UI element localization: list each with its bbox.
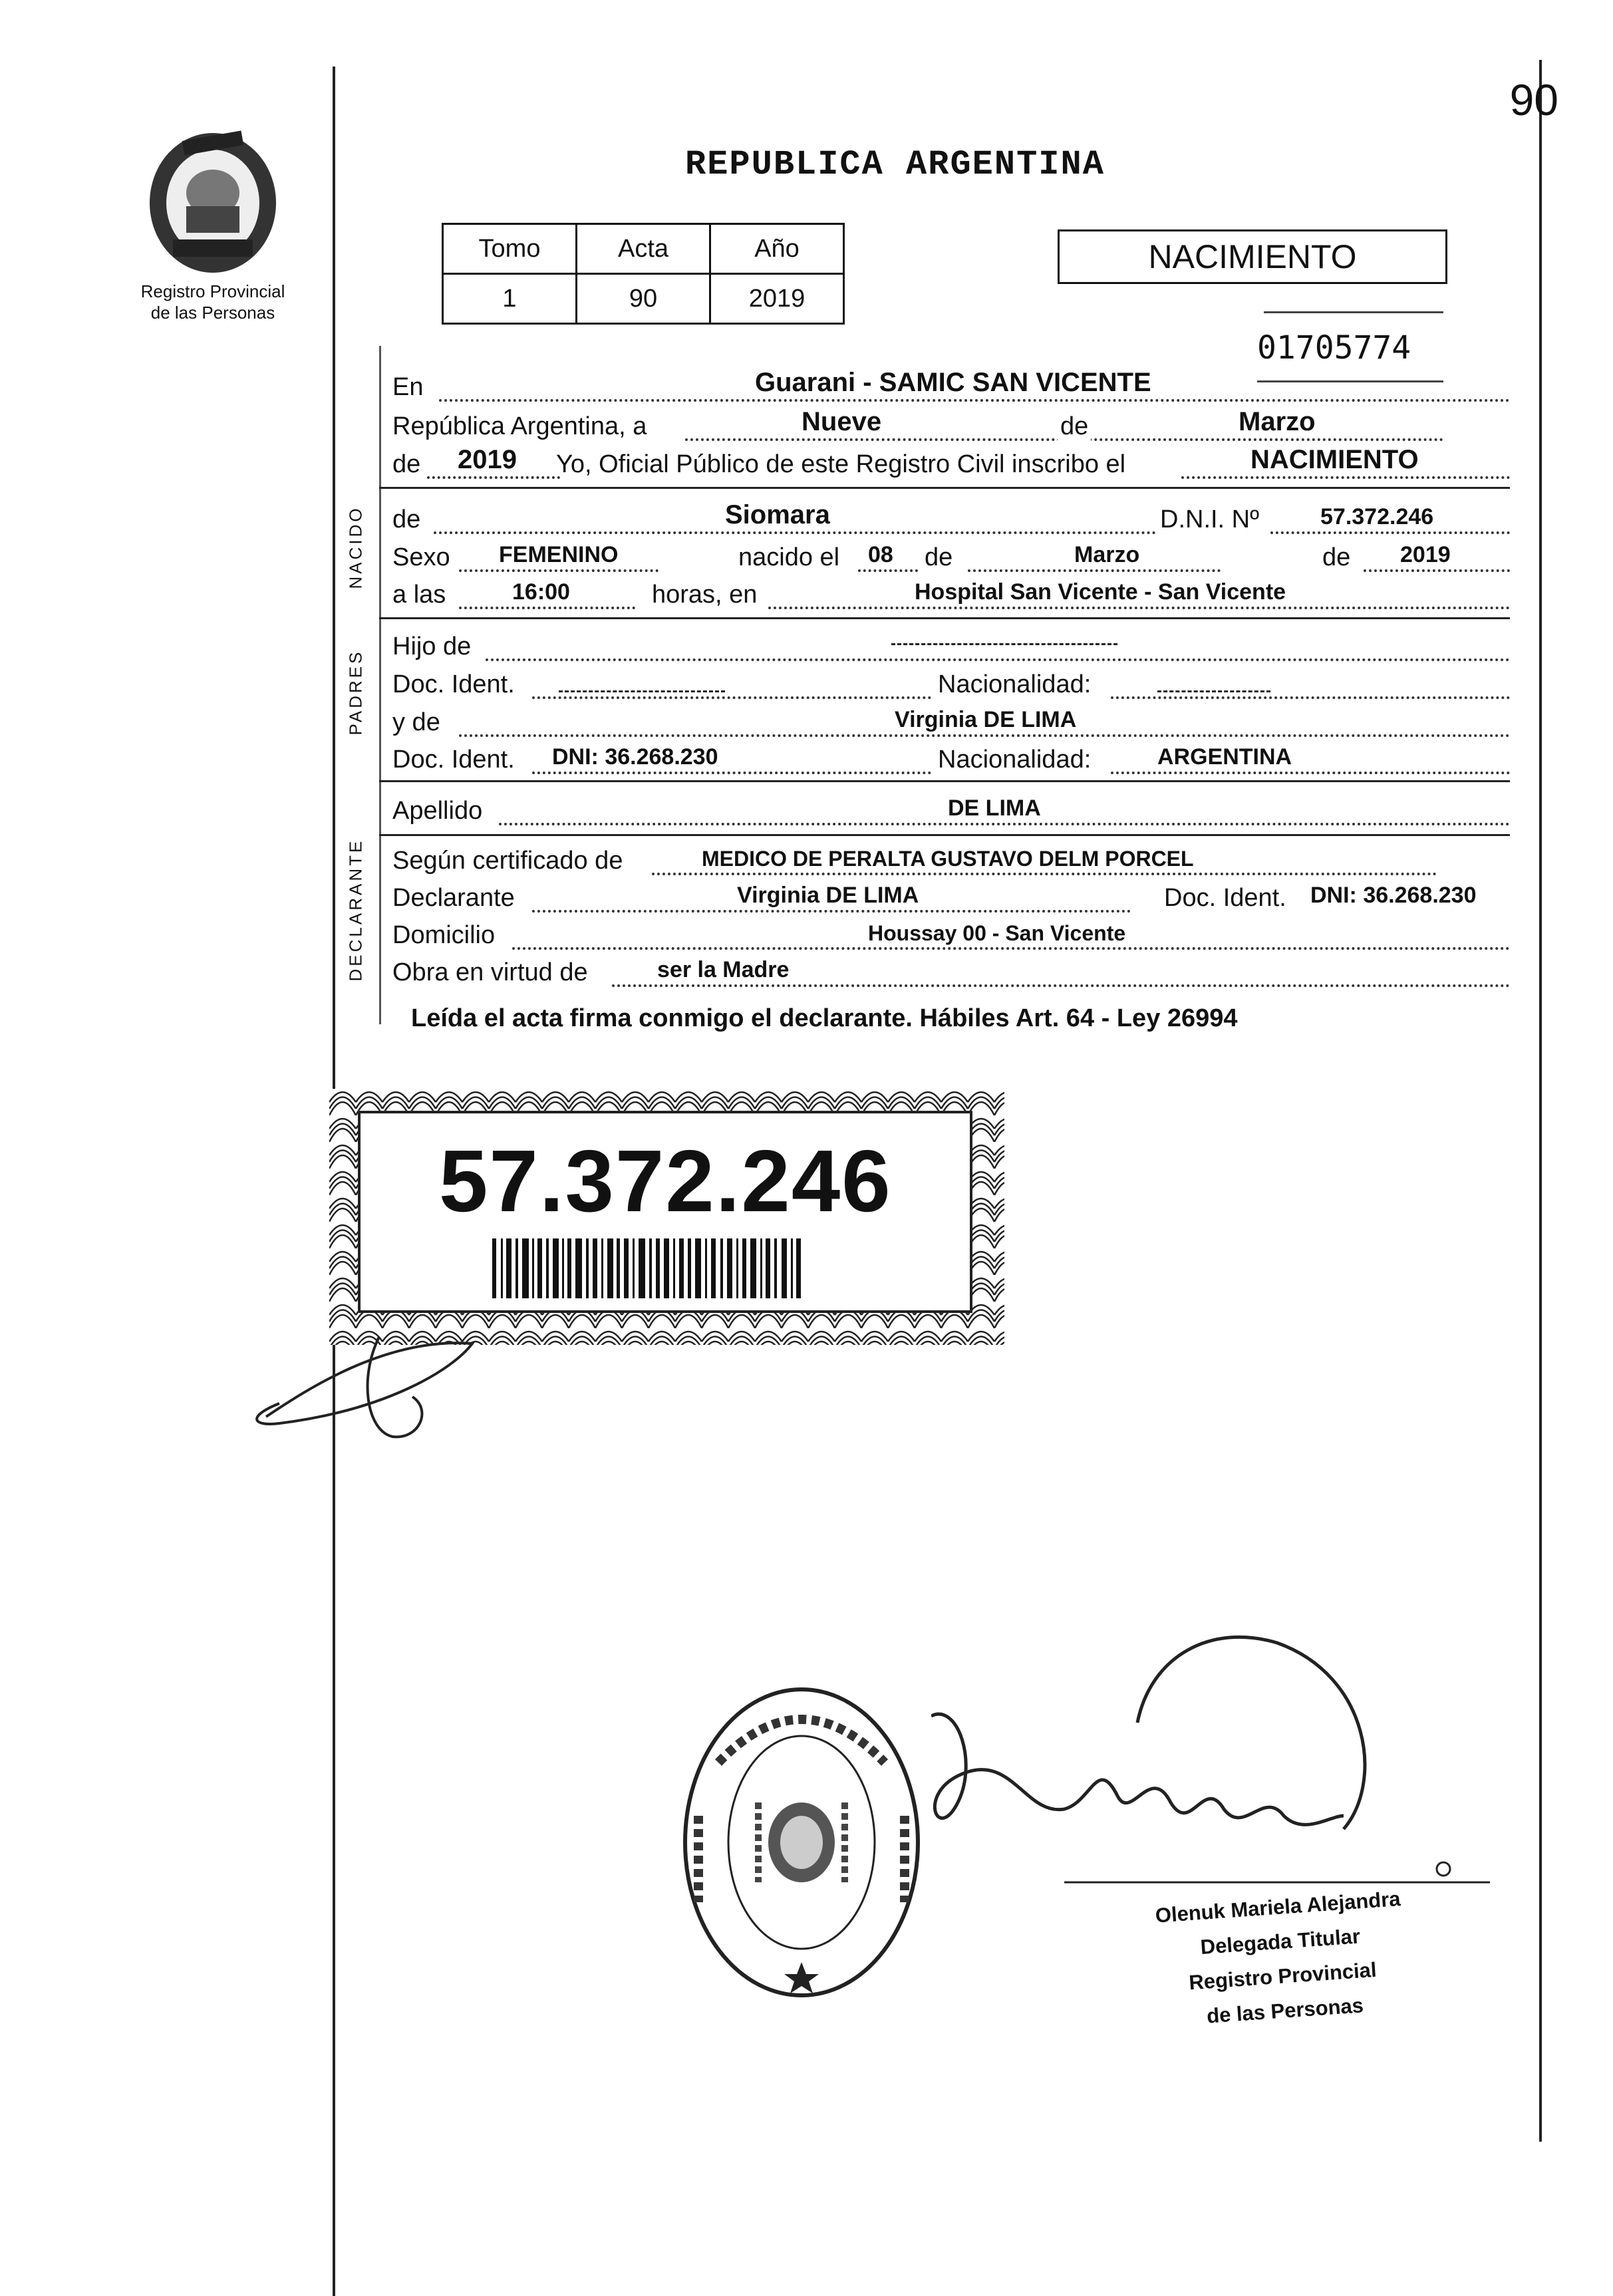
inscribo-dotted-line xyxy=(1181,476,1510,479)
father-doc-label: Doc. Ident. xyxy=(392,670,515,698)
value-anio: 2019 xyxy=(710,274,844,324)
value-acta: 90 xyxy=(577,274,710,324)
father-doc-dotted-line xyxy=(532,696,931,699)
father-nationality-label: Nacionalidad: xyxy=(938,670,1092,698)
nacido-de-dotted-line xyxy=(434,531,1199,534)
header-acta: Acta xyxy=(577,224,710,274)
row-sexo xyxy=(392,540,1510,576)
mother-doc-label: Doc. Ident. xyxy=(392,746,515,774)
closing-statement: Leída el acta firma conmigo el declarante. Hábiles Art. 64 - Ley 26994 xyxy=(411,1004,1238,1032)
domicilio-dotted-line xyxy=(512,947,1510,950)
row-mother-doc xyxy=(392,742,1510,778)
row-apellido xyxy=(392,793,1510,829)
row-certificado xyxy=(392,843,1510,879)
mother-nationality-label: Nacionalidad: xyxy=(938,746,1092,774)
header-anio: Año xyxy=(710,224,844,274)
header-tomo: Tomo xyxy=(443,224,577,274)
hijo-de-dotted-line xyxy=(486,658,1510,661)
row-republica xyxy=(392,409,1510,445)
registry-seal-logo xyxy=(136,126,289,279)
declarante-value: Virginia DE LIMA xyxy=(737,883,919,908)
obra-dotted-line xyxy=(612,984,1510,987)
sexo-value: FEMENINO xyxy=(499,542,619,567)
row-hijo-de xyxy=(392,629,1510,665)
row-hora xyxy=(392,577,1510,613)
official-name: Olenuk Mariela Alejandra xyxy=(1154,1886,1401,1928)
horas-label: horas, en xyxy=(652,581,758,609)
nacido-de-label: de xyxy=(392,505,421,533)
serial-overline xyxy=(1264,311,1443,313)
mother-doc-dotted-line xyxy=(532,772,931,774)
right-margin-line xyxy=(1539,60,1542,2142)
father-nationality-blank xyxy=(1157,690,1270,692)
y-de-dotted-line xyxy=(459,734,1510,737)
inscribo-label: Yo, Oficial Público de este Registro Civil inscribo el xyxy=(556,450,1126,478)
month-value: Marzo xyxy=(1239,407,1316,436)
inscribo-value: NACIMIENTO xyxy=(1250,445,1419,474)
reference-table-value-row xyxy=(443,274,844,324)
obra-value: ser la Madre xyxy=(657,957,790,982)
year-dotted-line xyxy=(427,476,560,479)
document-type-box: NACIMIENTO xyxy=(1058,229,1447,284)
en-value: Guarani - SAMIC SAN VICENTE xyxy=(755,368,1151,397)
declarante-dotted-line xyxy=(532,910,1131,913)
hijo-de-label: Hijo de xyxy=(392,633,472,660)
birth-year-dotted-line xyxy=(1364,569,1510,572)
birth-month-value: Marzo xyxy=(1074,542,1140,567)
nacido-de-label3: de xyxy=(1322,543,1351,571)
declarante-label: Declarante xyxy=(392,884,515,912)
certificado-value: MEDICO DE PERALTA GUSTAVO DELM PORCEL xyxy=(702,847,1194,871)
en-label: En xyxy=(392,373,424,401)
official-org-line1: Registro Provincial xyxy=(1188,1957,1378,1995)
republica-label: República Argentina, a xyxy=(392,412,647,440)
reference-table-header-row xyxy=(443,224,844,274)
official-block xyxy=(1104,1878,1459,2041)
serial-number: 01705774 xyxy=(1257,329,1411,366)
declarante-doc-label: Doc. Ident. xyxy=(1164,884,1286,912)
row-en xyxy=(392,370,1510,406)
declarante-doc-value: DNI: 36.268.230 xyxy=(1310,883,1477,908)
birth-month-dotted-line xyxy=(968,569,1221,572)
domicilio-label: Domicilio xyxy=(392,921,496,949)
rule-after-nacido xyxy=(379,617,1510,619)
year-label: de xyxy=(392,450,421,478)
nacido-section-label: NACIDO xyxy=(345,505,366,589)
time-dotted-line xyxy=(459,607,635,609)
rule-after-apellido xyxy=(379,834,1510,836)
father-doc-blank xyxy=(559,690,725,692)
official-org-line2: de las Personas xyxy=(1206,1993,1364,2028)
obra-label: Obra en virtud de xyxy=(392,958,588,986)
padres-section-label: PADRES xyxy=(345,649,366,736)
country-title: REPUBLICA ARGENTINA xyxy=(685,145,1105,184)
birth-day-value: 08 xyxy=(868,542,893,567)
en-dotted-line xyxy=(439,399,1510,402)
apellido-value: DE LIMA xyxy=(948,795,1041,821)
sexo-dotted-line xyxy=(459,569,659,572)
birth-day-dotted-line xyxy=(858,569,918,572)
registry-label xyxy=(93,281,333,323)
section-divider-line xyxy=(379,346,381,1024)
row-y-de xyxy=(392,705,1510,741)
rule-after-inscribo xyxy=(379,487,1510,489)
sexo-label: Sexo xyxy=(392,543,450,571)
value-tomo: 1 xyxy=(443,274,577,324)
year-value: 2019 xyxy=(458,445,517,474)
dni-dotted-line xyxy=(1270,531,1510,534)
mother-value: Virginia DE LIMA xyxy=(895,707,1077,732)
apellido-label: Apellido xyxy=(392,797,483,825)
row-declarante xyxy=(392,881,1510,917)
row-inscribo xyxy=(392,447,1510,483)
id-card-dni-number: 57.372.246 xyxy=(439,1132,892,1230)
pen-scribble xyxy=(253,1297,532,1457)
father-nationality-dotted-line xyxy=(1111,696,1510,699)
row-nacido-de xyxy=(392,502,1510,538)
registry-label-line2: de las Personas xyxy=(150,303,275,323)
official-title: Delegada Titular xyxy=(1199,1924,1362,1959)
nacido-el-label: nacido el xyxy=(738,543,840,571)
place-value: Hospital San Vicente - San Vicente xyxy=(915,579,1286,605)
mother-nationality-dotted-line xyxy=(1111,772,1510,774)
rule-after-padres xyxy=(379,780,1510,782)
certificado-label: Según certificado de xyxy=(392,847,623,875)
dni-value: 57.372.246 xyxy=(1320,504,1434,529)
reference-table xyxy=(442,223,845,325)
row-domicilio xyxy=(392,918,1510,954)
certificado-dotted-line xyxy=(652,873,1437,875)
mother-doc-value: DNI: 36.268.230 xyxy=(552,744,718,770)
apellido-dotted-line xyxy=(499,823,1510,825)
row-father-doc xyxy=(392,667,1510,703)
father-name-blank xyxy=(891,643,1117,645)
row-obra xyxy=(392,955,1510,991)
nacido-de-label2: de xyxy=(925,543,953,571)
registry-label-line1: Registro Provincial xyxy=(140,281,285,301)
de-label: de xyxy=(1058,412,1091,441)
time-value: 16:00 xyxy=(512,579,570,605)
page-number: 90 xyxy=(1509,75,1558,124)
domicilio-value: Houssay 00 - San Vicente xyxy=(868,921,1126,945)
a-las-label: a las xyxy=(392,581,446,609)
declarante-section-label: DECLARANTE xyxy=(345,838,366,982)
mother-nationality-value: ARGENTINA xyxy=(1157,744,1292,770)
place-dotted-line xyxy=(768,607,1510,609)
registry-stamp xyxy=(678,1683,925,2002)
dni-label: D.N.I. Nº xyxy=(1157,505,1262,534)
day-value: Nueve xyxy=(802,407,882,436)
birth-year-value: 2019 xyxy=(1400,542,1451,567)
name-value: Siomara xyxy=(725,500,830,529)
y-de-label: y de xyxy=(392,708,440,736)
